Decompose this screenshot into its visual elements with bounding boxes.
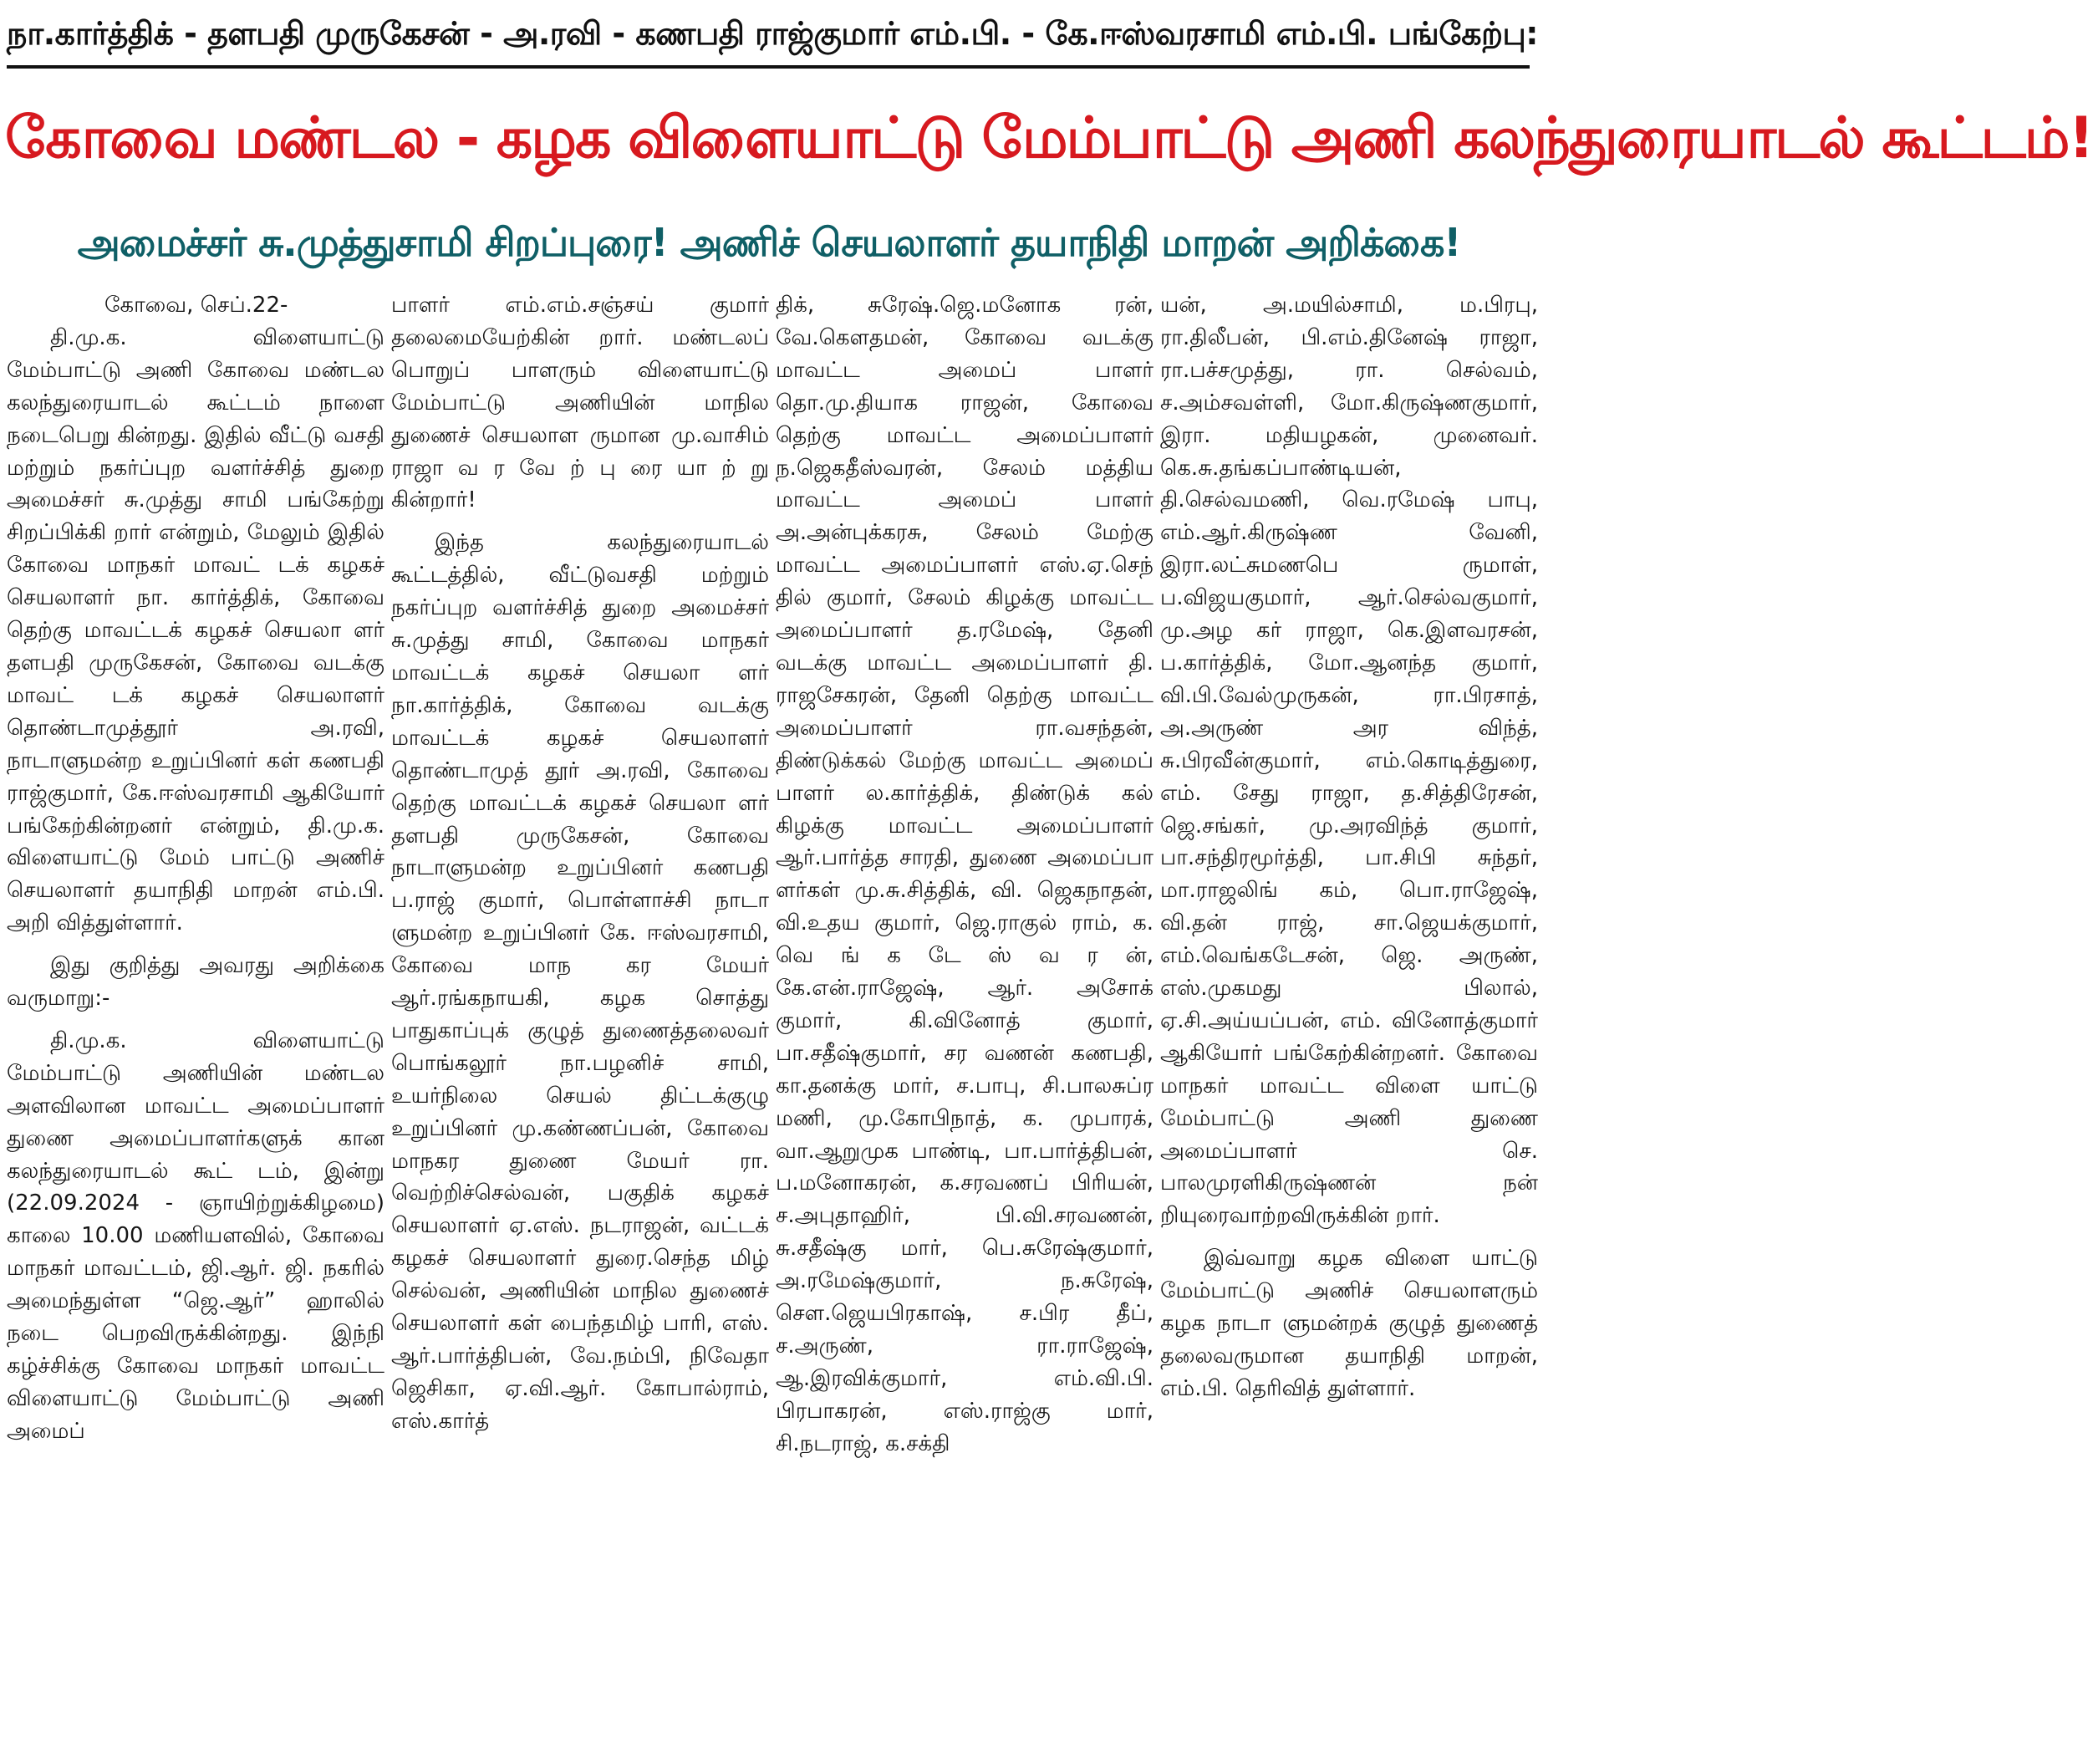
article-paragraph: இது குறித்து அவரது அறிக்கை வருமாறு:- [7, 953, 384, 1012]
article-column-2 [391, 289, 769, 1761]
article-paragraph: பாளர் எம்.எம்.சஞ்சய் குமார் தலைமையேற்கின் றார். மண்டலப் பொறுப் பாளரும் விளையாட்டு மேம்பாட்டு அணியின் மாநில துணைச் செயலாள ருமான மு.வாசிம் ராஜா வ ர வே ற் பு ரை யா ற் று கின்றார்! [391, 293, 769, 513]
article-column-4 [1160, 289, 1538, 1761]
subheadline: அமைச்சர் சு.முத்துசாமி சிறப்புரை! அணிச் செயலாளர் தயாநிதி மாறன் அறிக்கை! [77, 220, 1461, 265]
dateline: கோவை, செப்.22- [104, 293, 288, 318]
article-paragraph: திக், சுரேஷ்.ஜெ.மனோக ரன், வே.கௌதமன், கோவை வடக்கு மாவட்ட அமைப் பாளர் தொ.மு.தியாக ராஜன், கோவை தெற்கு மாவட்ட அமைப்பாளர் ந.ஜெகதீஸ்வரன், சேலம் மத்திய மாவட்ட அமைப் பாளர் அ.அன்புக்கரசு, சேலம் மேற்கு மாவட்ட அமைப்பாளர் எஸ்.ஏ.செந் தில் குமார், சேலம் கிழக்கு மாவட்ட அமைப்பாளர் த.ரமேஷ், தேனி வடக்கு மாவட்ட அமைப்பாளர் தி. ராஜசேகரன், தேனி தெற்கு மாவட்ட அமைப்பாளர் ரா.வசந்தன், திண்டுக்கல் மேற்கு மாவட்ட அமைப் பாளர் ல.கார்த்திக், திண்டுக் கல் கிழக்கு மாவட்ட அமைப்பாளர் ஆர்.பார்த்த சாரதி, துணை அமைப்பா ளர்கள் மு.சு.சித்திக், வி. ஜெகநாதன், வி.உதய குமார், ஜெ.ராகுல் ராம், க. வெ ங் க டே ஸ் வ ர ன், கே.என்.ராஜேஷ், ஆர். அசோக் குமார், கி.வினோத் குமார், பா.சதீஷ்குமார், சர வணன் கணபதி, கா.தனக்கு மார், ச.பாபு, சி.பாலசுப்ர மணி, மு.கோபிநாத், க. முபாரக், வா.ஆறுமுக பாண்டி, பா.பார்த்திபன், ப.மனோகரன், க.சரவணப் பிரியன், ச.அபுதாஹிர், பி.வி.சரவணன், சு.சதீஷ்கு மார், பெ.சுரேஷ்குமார், அ.ரமேஷ்குமார், ந.சுரேஷ், சௌ.ஜெயபிரகாஷ், ச.பிர தீப், ச.அருண், ரா.ராஜேஷ், ஆ.இரவிக்குமார், எம்.வி.பி. பிரபாகரன், எஸ்.ராஜ்கு மார், சி.நடராஜ், க.சக்தி [776, 293, 1153, 1456]
article-paragraph: யன், அ.மயில்சாமி, ம.பிரபு, ரா.திலீபன், பி.எம்.தினேஷ் ராஜா, ரா.பச்சமுத்து, ரா. செல்வம், ச.அம்சவள்ளி, மோ.கிருஷ்ணகுமார், இரா. மதியழகன், முனைவர். கெ.சு.தங்கப்பாண்டியன், தி.செல்வமணி, வெ.ரமேஷ் பாபு, எம்.ஆர்.கிருஷ்ண வேனி, இரா.லட்சுமணபெ ருமாள், ப.விஜயகுமார், ஆர்.செல்வகுமார், மு.அழ கர் ராஜா, கெ.இளவரசன், ப.கார்த்திக், மோ.ஆனந்த குமார், வி.பி.வேல்முருகன், ரா.பிரசாத், அ.அருண் அர விந்த், சு.பிரவீன்குமார், எம்.கொடித்துரை, எம். சேது ராஜா, த.சித்திரேசன், ஜெ.சங்கர், மு.அரவிந்த் குமார், பா.சந்திரமூர்த்தி, பா.சிபி சுந்தர், மா.ராஜலிங் கம், பொ.ராஜேஷ், வி.தன் ராஜ், சா.ஜெயக்குமார், எம்.வெங்கடேசன், ஜெ. அருண், எஸ்.முகமது பிலால், ஏ.சி.அய்யப்பன், எம். வினோத்குமார் ஆகியோர் பங்கேற்கின்றனர். கோவை மாநகர் மாவட்ட விளை யாட்டு மேம்பாட்டு அணி துணை அமைப்பாளர் செ. பாலமுரளிகிருஷ்ணன் நன் றியுரைவாற்றவிருக்கின் றார். [1160, 293, 1538, 1229]
article-column-3 [776, 289, 1153, 1761]
strapline: நா.கார்த்திக் - தளபதி முருகேசன் - அ.ரவி - கணபதி ராஜ்குமார் எம்.பி. - கே.ஈஸ்வரசாமி எம்.பி. பங்கேற்பு: [7, 15, 1538, 52]
article-paragraph: தி.மு.க. விளையாட்டு மேம்பாட்டு அணி கோவை மண்டல கலந்துரையாடல் கூட்டம் நாளை நடைபெறு கின்றது. இதில் வீட்டு வசதி மற்றும் நகர்ப்புற வளர்ச்சித் துறை அமைச்சர் சு.முத்து சாமி பங்கேற்று சிறப்பிக்கி றார் என்றும், மேலும் இதில் கோவை மாநகர் மாவட் டக் கழகச் செயலாளர் நா. கார்த்திக், கோவை தெற்கு மாவட்டக் கழகச் செயலா ளர் தளபதி முருகேசன், கோவை வடக்கு மாவட் டக் கழகச் செயலாளர் தொண்டாமுத்தூர் அ.ரவி, நாடாளுமன்ற உறுப்பினர் கள் கணபதி ராஜ்குமார், கே.ஈஸ்வரசாமி ஆகியோர் பங்கேற்கின்றனர் என்றும், தி.மு.க. விளையாட்டு மேம் பாட்டு அணிச் செயலாளர் தயாநிதி மாறன் எம்.பி. அறி வித்துள்ளார். [7, 324, 384, 936]
article-column-1 [7, 289, 384, 1761]
headline: கோவை மண்டல - கழக விளையாட்டு மேம்பாட்டு அணி கலந்துரையாடல் கூட்டம்! [5, 105, 2093, 171]
article-paragraph: இந்த கலந்துரையாடல் கூட்டத்தில், வீட்டுவசதி மற்றும் நகர்ப்புற வளர்ச்சித் துறை அமைச்சர் சு.முத்து சாமி, கோவை மாநகர் மாவட்டக் கழகச் செயலா ளர் நா.கார்த்திக், கோவை வடக்கு மாவட்டக் கழகச் செயலாளர் தொண்டாமுத் தூர் அ.ரவி, கோவை தெற்கு மாவட்டக் கழகச் செயலா ளர் தளபதி முருகேசன், கோவை நாடாளுமன்ற உறுப்பினர் கணபதி ப.ராஜ் குமார், பொள்ளாச்சி நாடா ளுமன்ற உறுப்பினர் கே. ஈஸ்வரசாமி, கோவை மாந கர மேயர் ஆர்.ரங்கநாயகி, கழக சொத்து பாதுகாப்புக் குழுத் துணைத்தலைவர் பொங்கலூர் நா.பழனிச் சாமி, உயர்நிலை செயல் திட்டக்குழு உறுப்பினர் மு.கண்ணப்பன், கோவை மாநகர துணை மேயர் ரா. வெற்றிச்செல்வன், பகுதிக் கழகச் செயலாளர் ஏ.எஸ். நடராஜன், வட்டக் கழகச் செயலாளர் துரை.செந்த மிழ் செல்வன், அணியின் மாநில துணைச் செயலாளர் கள் பைந்தமிழ் பாரி, எஸ். ஆர்.பார்த்திபன், வே.நம்பி, நிவேதா ஜெசிகா, ஏ.வி.ஆர். கோபால்ராம், எஸ்.கார்த் [391, 530, 769, 1434]
article-paragraph: இவ்வாறு கழக விளை யாட்டு மேம்பாட்டு அணிச் செயலாளரும் கழக நாடா ளுமன்றக் குழுத் துணைத் தலைவருமான தயாநிதி மாறன், எம்.பி. தெரிவித் துள்ளார். [1160, 1246, 1538, 1401]
article-paragraph: தி.மு.க. விளையாட்டு மேம்பாட்டு அணியின் மண்டல அளவிலான மாவட்ட அமைப்பாளர் துணை அமைப்பாளர்களுக் கான கலந்துரையாடல் கூட் டம், இன்று (22.09.2024 - ஞாயிற்றுக்கிழமை) காலை 10.00 மணியளவில், கோவை மாநகர் மாவட்டம், ஜி.ஆர். ஜி. நகரில் அமைந்துள்ள “ஜெ.ஆர்” ஹாலில் நடை பெறவிருக்கின்றது. இந்நி கழ்ச்சிக்கு கோவை மாநகர் மாவட்ட விளையாட்டு மேம்பாட்டு அணி அமைப் [7, 1027, 384, 1444]
article-columns [7, 289, 1538, 1761]
strapline-rule [7, 65, 1530, 69]
